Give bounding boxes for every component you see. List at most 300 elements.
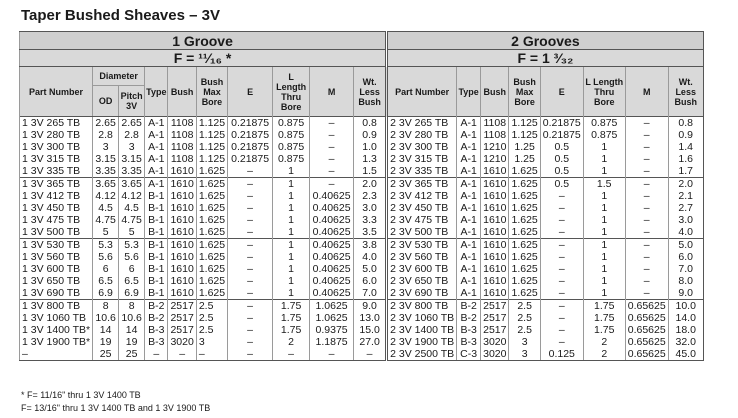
cell-wt: 7.0	[354, 287, 387, 300]
cell-part-number: 1 3V 365 TB	[20, 178, 93, 191]
cell-pitch: 19	[119, 336, 145, 348]
cell-m-2: –	[625, 226, 668, 239]
table-row	[20, 202, 704, 214]
cell-bush-max-bore: 1.625	[196, 251, 227, 263]
cell-bush-max-bore: 1.125	[196, 153, 227, 165]
cell-m-2: –	[625, 263, 668, 275]
cell-l-2: 1	[583, 165, 625, 178]
table-row	[20, 129, 704, 141]
cell-part-number-2: 2 3V 650 TB	[387, 275, 457, 287]
cell-type: A-1	[145, 178, 168, 191]
cell-l-2: 1	[583, 263, 625, 275]
header-type-2: Type	[457, 67, 481, 117]
cell-type: B-1	[145, 263, 168, 275]
cell-m: –	[310, 165, 354, 178]
cell-type-2: A-1	[457, 263, 481, 275]
cell-m: 1.0625	[310, 300, 354, 313]
cell-od: 3.65	[93, 178, 119, 191]
cell-bush-max-bore-2: 1.625	[509, 263, 540, 275]
cell-l: 1	[273, 251, 310, 263]
header-m-2: M	[625, 67, 668, 117]
table-row	[20, 153, 704, 165]
header-part-number-1: Part Number	[20, 67, 93, 117]
cell-m-2: 0.65625	[625, 324, 668, 336]
cell-bush-max-bore: 1.625	[196, 239, 227, 252]
cell-bush-2: 3020	[481, 336, 509, 348]
cell-bush-max-bore-2: 1.625	[509, 214, 540, 226]
group-two-title: 2 Grooves	[387, 32, 704, 50]
cell-m: –	[310, 178, 354, 191]
cell-e-2: –	[540, 239, 583, 252]
cell-l: 1	[273, 287, 310, 300]
cell-bush-max-bore-2: 3	[509, 336, 540, 348]
cell-type-2: A-1	[457, 275, 481, 287]
cell-l-2: 1	[583, 251, 625, 263]
cell-part-number: 1 3V 600 TB	[20, 263, 93, 275]
cell-l: 1	[273, 165, 310, 178]
header-bush-max-bore-2: Bush Max Bore	[509, 67, 540, 117]
cell-bush-max-bore-2: 1.125	[509, 129, 540, 141]
cell-bush-max-bore-2: 1.625	[509, 251, 540, 263]
cell-bush-2: 1610	[481, 263, 509, 275]
cell-part-number-2: 2 3V 365 TB	[387, 178, 457, 191]
cell-pitch: 5.6	[119, 251, 145, 263]
cell-bush-max-bore: 1.625	[196, 202, 227, 214]
cell-e: –	[228, 348, 273, 361]
cell-m-2: 0.65625	[625, 300, 668, 313]
cell-e-2: 0.5	[540, 178, 583, 191]
cell-bush-max-bore: 1.625	[196, 263, 227, 275]
table-row	[20, 336, 704, 348]
cell-part-number-2: 2 3V 450 TB	[387, 202, 457, 214]
cell-e-2: –	[540, 336, 583, 348]
cell-bush: 1610	[168, 275, 196, 287]
cell-wt: 9.0	[354, 300, 387, 313]
header-m-1: M	[310, 67, 354, 117]
cell-m: 0.40625	[310, 263, 354, 275]
cell-part-number: 1 3V 335 TB	[20, 165, 93, 178]
cell-m: –	[310, 141, 354, 153]
cell-e: –	[228, 324, 273, 336]
cell-l: 1.75	[273, 312, 310, 324]
cell-type-2: B-3	[457, 324, 481, 336]
cell-wt: 2.0	[354, 178, 387, 191]
cell-wt-2: 9.0	[668, 287, 703, 300]
header-row	[20, 67, 704, 86]
cell-m-2: –	[625, 275, 668, 287]
cell-e: –	[228, 202, 273, 214]
cell-e: –	[228, 214, 273, 226]
cell-bush: 2517	[168, 312, 196, 324]
cell-od: 4.75	[93, 214, 119, 226]
cell-wt: 5.0	[354, 263, 387, 275]
cell-od: 3	[93, 141, 119, 153]
cell-wt: 27.0	[354, 336, 387, 348]
cell-l: –	[273, 348, 310, 361]
cell-od: 4.5	[93, 202, 119, 214]
cell-wt-2: 6.0	[668, 251, 703, 263]
cell-type-2: B-2	[457, 300, 481, 313]
cell-m: 0.40625	[310, 226, 354, 239]
table-row	[20, 263, 704, 275]
cell-l-2: 1.5	[583, 178, 625, 191]
page-title: Taper Bushed Sheaves – 3V	[21, 7, 220, 24]
cell-e-2: –	[540, 214, 583, 226]
cell-type-2: C-3	[457, 348, 481, 361]
table-row	[20, 312, 704, 324]
cell-bush-max-bore: 2.5	[196, 300, 227, 313]
cell-od: 25	[93, 348, 119, 361]
cell-bush: 3020	[168, 336, 196, 348]
cell-m-2: –	[625, 202, 668, 214]
cell-bush-2: 1610	[481, 287, 509, 300]
table-row	[20, 141, 704, 153]
cell-bush-2: 1610	[481, 165, 509, 178]
cell-part-number: 1 3V 1400 TB*	[20, 324, 93, 336]
cell-type: B-1	[145, 287, 168, 300]
cell-wt: 15.0	[354, 324, 387, 336]
cell-part-number-2: 2 3V 600 TB	[387, 263, 457, 275]
cell-part-number: 1 3V 500 TB	[20, 226, 93, 239]
cell-m: 0.40625	[310, 287, 354, 300]
cell-part-number-2: 2 3V 1060 TB	[387, 312, 457, 324]
cell-od: 6	[93, 263, 119, 275]
cell-bush-max-bore-2: 1.625	[509, 178, 540, 191]
cell-wt: 3.8	[354, 239, 387, 252]
table-row	[20, 287, 704, 300]
table-row	[20, 178, 704, 191]
cell-wt: 2.3	[354, 190, 387, 202]
cell-l-2: 1	[583, 141, 625, 153]
header-l-2: L Length Thru Bore	[583, 67, 625, 117]
cell-od: 8	[93, 300, 119, 313]
cell-pitch: 4.12	[119, 190, 145, 202]
cell-e-2: 0.125	[540, 348, 583, 361]
cell-wt: 3.5	[354, 226, 387, 239]
cell-l: 1.75	[273, 324, 310, 336]
cell-bush-2: 1610	[481, 214, 509, 226]
cell-od: 3.35	[93, 165, 119, 178]
cell-bush: 1108	[168, 129, 196, 141]
cell-bush-max-bore: 1.125	[196, 141, 227, 153]
cell-m-2: 0.65625	[625, 348, 668, 361]
cell-wt: 4.0	[354, 251, 387, 263]
cell-bush-max-bore-2: 1.625	[509, 165, 540, 178]
cell-type-2: A-1	[457, 141, 481, 153]
cell-wt: 13.0	[354, 312, 387, 324]
cell-m-2: –	[625, 190, 668, 202]
cell-pitch: 8	[119, 300, 145, 313]
cell-m: 0.40625	[310, 190, 354, 202]
cell-type: B-1	[145, 202, 168, 214]
cell-bush: 2517	[168, 300, 196, 313]
cell-part-number-2: 2 3V 530 TB	[387, 239, 457, 252]
cell-m-2: –	[625, 153, 668, 165]
group-two-formula: F = 1 ³⁄₃₂	[387, 50, 704, 67]
cell-e-2: 0.21875	[540, 117, 583, 130]
cell-bush-max-bore: 1.625	[196, 190, 227, 202]
cell-bush: 1610	[168, 251, 196, 263]
cell-m: 1.1875	[310, 336, 354, 348]
cell-bush-max-bore-2: 1.25	[509, 153, 540, 165]
cell-bush-max-bore-2: 3	[509, 348, 540, 361]
cell-wt-2: 1.6	[668, 153, 703, 165]
cell-bush-max-bore-2: 1.625	[509, 202, 540, 214]
cell-e: –	[228, 263, 273, 275]
cell-od: 14	[93, 324, 119, 336]
cell-bush-2: 2517	[481, 300, 509, 313]
cell-pitch: 6.5	[119, 275, 145, 287]
cell-m-2: –	[625, 214, 668, 226]
cell-bush: 1610	[168, 202, 196, 214]
cell-wt: 1.5	[354, 165, 387, 178]
sheave-spec-table	[19, 31, 704, 361]
cell-l: 0.875	[273, 141, 310, 153]
footnote-2: F= 13/16" thru 1 3V 1400 TB and 1 3V 1900 TB	[21, 403, 211, 413]
cell-wt: 3.3	[354, 214, 387, 226]
table-row	[20, 275, 704, 287]
table-row	[20, 165, 704, 178]
cell-pitch: 3.35	[119, 165, 145, 178]
cell-m: 0.40625	[310, 251, 354, 263]
cell-part-number-2: 2 3V 1900 TB	[387, 336, 457, 348]
cell-type: –	[145, 348, 168, 361]
cell-wt-2: 1.4	[668, 141, 703, 153]
cell-wt-2: 2.0	[668, 178, 703, 191]
cell-l: 1	[273, 202, 310, 214]
cell-type-2: A-1	[457, 287, 481, 300]
cell-l: 0.875	[273, 129, 310, 141]
cell-type: B-1	[145, 226, 168, 239]
cell-e-2: –	[540, 190, 583, 202]
cell-wt: 1.0	[354, 141, 387, 153]
cell-l-2: 1	[583, 202, 625, 214]
cell-type: A-1	[145, 117, 168, 130]
cell-bush: 1610	[168, 239, 196, 252]
cell-wt-2: 2.1	[668, 190, 703, 202]
cell-type: A-1	[145, 165, 168, 178]
cell-part-number-2: 2 3V 560 TB	[387, 251, 457, 263]
cell-bush-max-bore: 1.125	[196, 117, 227, 130]
cell-m-2: 0.65625	[625, 312, 668, 324]
cell-od: 5	[93, 226, 119, 239]
cell-bush-max-bore: 1.625	[196, 287, 227, 300]
cell-bush-max-bore: 1.625	[196, 226, 227, 239]
cell-e-2: –	[540, 300, 583, 313]
cell-m-2: –	[625, 129, 668, 141]
cell-l: 0.875	[273, 117, 310, 130]
cell-m-2: –	[625, 117, 668, 130]
group-title-row	[20, 32, 704, 50]
cell-bush-max-bore-2: 2.5	[509, 312, 540, 324]
cell-pitch: 4.75	[119, 214, 145, 226]
cell-part-number: 1 3V 450 TB	[20, 202, 93, 214]
cell-bush-2: 1610	[481, 190, 509, 202]
table-row	[20, 300, 704, 313]
cell-wt-2: 8.0	[668, 275, 703, 287]
cell-bush: 1610	[168, 178, 196, 191]
cell-pitch: 14	[119, 324, 145, 336]
cell-wt: 0.8	[354, 117, 387, 130]
cell-bush-max-bore-2: 2.5	[509, 324, 540, 336]
cell-wt-2: 7.0	[668, 263, 703, 275]
cell-e-2: 0.5	[540, 153, 583, 165]
cell-od: 6.9	[93, 287, 119, 300]
cell-type: B-1	[145, 190, 168, 202]
cell-type: B-3	[145, 336, 168, 348]
cell-bush-max-bore-2: 1.625	[509, 275, 540, 287]
cell-bush-2: 1610	[481, 239, 509, 252]
cell-e: –	[228, 165, 273, 178]
cell-type: B-1	[145, 251, 168, 263]
cell-m: 1.0625	[310, 312, 354, 324]
cell-bush: 1610	[168, 226, 196, 239]
cell-bush-2: 1108	[481, 117, 509, 130]
cell-part-number-2: 2 3V 412 TB	[387, 190, 457, 202]
header-wt-2: Wt. Less Bush	[668, 67, 703, 117]
cell-m: 0.40625	[310, 275, 354, 287]
cell-l: 1	[273, 226, 310, 239]
cell-bush: 1108	[168, 141, 196, 153]
cell-wt-2: 1.7	[668, 165, 703, 178]
group-one-title: 1 Groove	[20, 32, 387, 50]
cell-l-2: 1	[583, 153, 625, 165]
cell-pitch: 3.65	[119, 178, 145, 191]
cell-type: B-1	[145, 214, 168, 226]
cell-type-2: A-1	[457, 178, 481, 191]
cell-l: 1	[273, 214, 310, 226]
cell-type: B-2	[145, 312, 168, 324]
cell-l: 2	[273, 336, 310, 348]
cell-e-2: –	[540, 287, 583, 300]
cell-wt-2: 3.0	[668, 214, 703, 226]
cell-e-2: –	[540, 226, 583, 239]
cell-e: 0.21875	[228, 129, 273, 141]
cell-bush-max-bore: 1.625	[196, 214, 227, 226]
cell-type: B-3	[145, 324, 168, 336]
header-e-1: E	[228, 67, 273, 117]
cell-bush: 1108	[168, 117, 196, 130]
cell-bush: 2517	[168, 324, 196, 336]
cell-l-2: 1	[583, 275, 625, 287]
cell-bush-2: 1610	[481, 275, 509, 287]
group-one-formula: F = ¹¹⁄₁₆ *	[20, 50, 387, 67]
cell-type-2: B-3	[457, 336, 481, 348]
cell-wt: 6.0	[354, 275, 387, 287]
cell-wt-2: 18.0	[668, 324, 703, 336]
cell-type-2: A-1	[457, 214, 481, 226]
header-part-number-2: Part Number	[387, 67, 457, 117]
cell-bush: 1610	[168, 165, 196, 178]
cell-od: 2.65	[93, 117, 119, 130]
cell-bush: 1610	[168, 214, 196, 226]
cell-type: B-2	[145, 300, 168, 313]
cell-e: 0.21875	[228, 117, 273, 130]
cell-type-2: A-1	[457, 165, 481, 178]
cell-l-2: 0.875	[583, 117, 625, 130]
cell-type: A-1	[145, 153, 168, 165]
cell-bush-max-bore: 2.5	[196, 312, 227, 324]
cell-bush-max-bore-2: 1.25	[509, 141, 540, 153]
cell-part-number-2: 2 3V 280 TB	[387, 129, 457, 141]
cell-bush-max-bore-2: 1.625	[509, 239, 540, 252]
cell-part-number: 1 3V 412 TB	[20, 190, 93, 202]
cell-e-2: –	[540, 324, 583, 336]
cell-m-2: –	[625, 287, 668, 300]
cell-m: 0.40625	[310, 202, 354, 214]
cell-m-2: –	[625, 165, 668, 178]
cell-m: –	[310, 129, 354, 141]
cell-m: –	[310, 348, 354, 361]
cell-pitch: 2.8	[119, 129, 145, 141]
cell-bush-max-bore-2: 1.625	[509, 287, 540, 300]
cell-e: –	[228, 336, 273, 348]
cell-m-2: –	[625, 239, 668, 252]
cell-od: 4.12	[93, 190, 119, 202]
cell-l: 1.75	[273, 300, 310, 313]
cell-od: 10.6	[93, 312, 119, 324]
cell-e-2: 0.5	[540, 141, 583, 153]
cell-e-2: 0.5	[540, 165, 583, 178]
cell-wt-2: 4.0	[668, 226, 703, 239]
cell-part-number-2: 2 3V 500 TB	[387, 226, 457, 239]
cell-part-number-2: 2 3V 1400 TB	[387, 324, 457, 336]
cell-e: –	[228, 251, 273, 263]
cell-m: 0.40625	[310, 239, 354, 252]
cell-part-number: 1 3V 265 TB	[20, 117, 93, 130]
cell-wt-2: 45.0	[668, 348, 703, 361]
footnote-1: * F= 11/16" thru 1 3V 1400 TB	[21, 390, 141, 400]
cell-wt: 1.3	[354, 153, 387, 165]
cell-part-number: 1 3V 800 TB	[20, 300, 93, 313]
header-type-1: Type	[145, 67, 168, 117]
table-row	[20, 226, 704, 239]
header-pitch: Pitch 3V	[119, 86, 145, 117]
header-e-2: E	[540, 67, 583, 117]
cell-bush: 1610	[168, 190, 196, 202]
cell-l-2: 2	[583, 348, 625, 361]
table-row	[20, 348, 704, 361]
cell-bush-max-bore-2: 1.625	[509, 226, 540, 239]
cell-bush-2: 1210	[481, 141, 509, 153]
cell-bush: –	[168, 348, 196, 361]
cell-m: –	[310, 153, 354, 165]
cell-type-2: A-1	[457, 226, 481, 239]
cell-part-number-2: 2 3V 335 TB	[387, 165, 457, 178]
cell-type-2: A-1	[457, 190, 481, 202]
cell-m: –	[310, 117, 354, 130]
cell-e-2: –	[540, 312, 583, 324]
cell-wt-2: 32.0	[668, 336, 703, 348]
cell-e: –	[228, 190, 273, 202]
cell-bush-max-bore: 3	[196, 336, 227, 348]
cell-type: B-1	[145, 275, 168, 287]
cell-part-number-2: 2 3V 475 TB	[387, 214, 457, 226]
cell-part-number-2: 2 3V 690 TB	[387, 287, 457, 300]
cell-pitch: 2.65	[119, 117, 145, 130]
header-bush-1: Bush	[168, 67, 196, 117]
cell-e: –	[228, 287, 273, 300]
cell-e: –	[228, 226, 273, 239]
cell-bush-2: 3020	[481, 348, 509, 361]
cell-e: –	[228, 239, 273, 252]
table-row	[20, 214, 704, 226]
cell-od: 6.5	[93, 275, 119, 287]
cell-m-2: 0.65625	[625, 336, 668, 348]
cell-bush: 1610	[168, 263, 196, 275]
cell-m-2: –	[625, 178, 668, 191]
cell-od: 3.15	[93, 153, 119, 165]
